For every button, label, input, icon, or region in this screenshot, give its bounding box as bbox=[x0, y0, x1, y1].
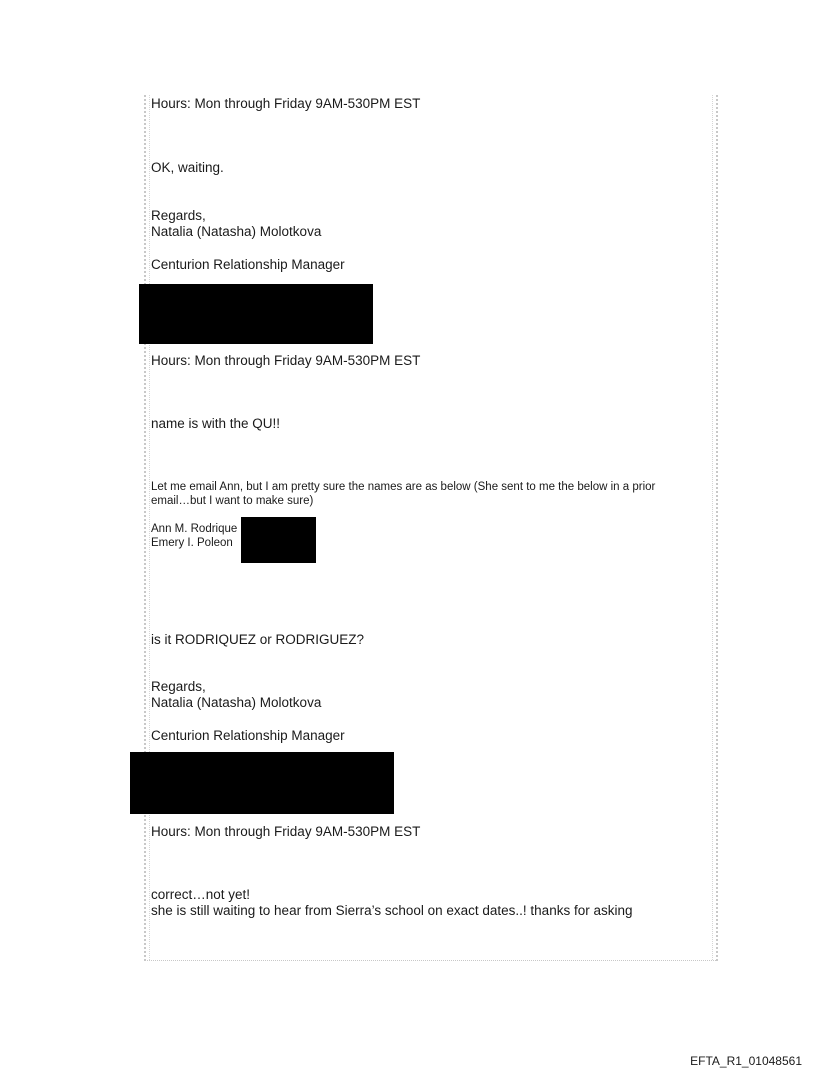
hours-line: Hours: Mon through Friday 9AM-530PM EST bbox=[151, 824, 421, 839]
redaction-block bbox=[241, 517, 316, 563]
reply-text: name is with the QU!! bbox=[151, 416, 281, 431]
signature-title: Centurion Relationship Manager bbox=[151, 728, 345, 743]
reply-text: she is still waiting to hear from Sierra’s school on exact dates..! thanks for asking bbox=[151, 903, 633, 918]
hours-line: Hours: Mon through Friday 9AM-530PM EST bbox=[151, 96, 421, 111]
name-line: Emery I. Poleon bbox=[151, 537, 233, 549]
name-line: Ann M. Rodrique bbox=[151, 523, 238, 535]
message-text: email…but I want to make sure) bbox=[151, 495, 314, 507]
hours-line: Hours: Mon through Friday 9AM-530PM EST bbox=[151, 353, 421, 368]
redaction-block bbox=[139, 284, 373, 344]
redaction-block bbox=[130, 752, 394, 814]
signature-regards: Regards, bbox=[151, 208, 206, 223]
question-text: is it RODRIQUEZ or RODRIGUEZ? bbox=[151, 632, 365, 647]
signature-name: Natalia (Natasha) Molotkova bbox=[151, 695, 322, 710]
signature-name: Natalia (Natasha) Molotkova bbox=[151, 224, 322, 239]
document-id: EFTA_R1_01048561 bbox=[690, 1054, 802, 1068]
signature-regards: Regards, bbox=[151, 679, 206, 694]
message-text: Let me email Ann, but I am pretty sure the names are as below (She sent to me the below in a prior bbox=[151, 481, 656, 493]
signature-title: Centurion Relationship Manager bbox=[151, 257, 345, 272]
reply-text: OK, waiting. bbox=[151, 160, 224, 175]
reply-text: correct…not yet! bbox=[151, 887, 251, 902]
